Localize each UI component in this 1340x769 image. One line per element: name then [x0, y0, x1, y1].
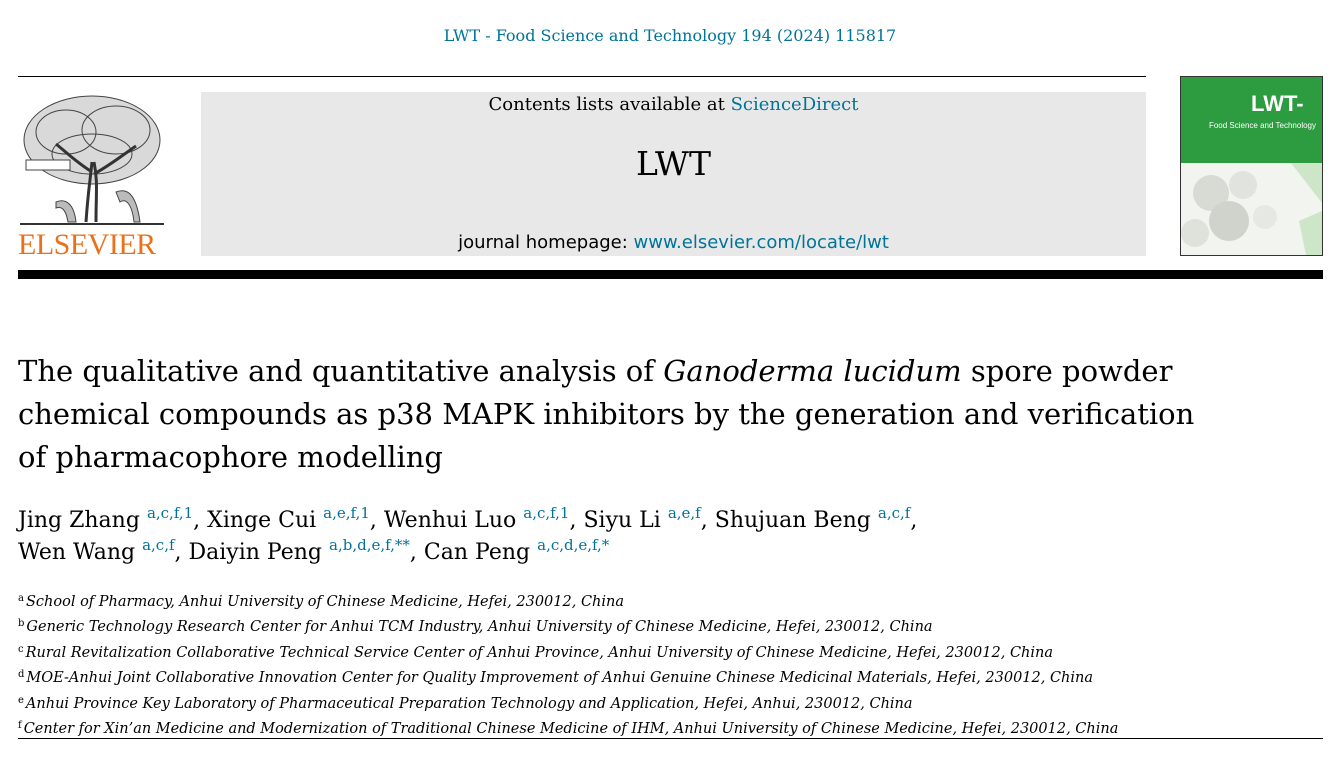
cover-subtitle: Food Science and Technology	[1208, 121, 1316, 130]
journal-citation[interactable]	[0, 26, 1340, 45]
author-name: Wenhui Luo	[383, 508, 517, 533]
title-part-2: spore powder chemical compounds as p38 MAPK inhibitors by the generation and verification of pharmacophore modelling	[18, 354, 1195, 474]
article-title	[18, 350, 1218, 479]
author-item	[18, 536, 189, 565]
author-separator: ,	[409, 540, 424, 565]
homepage-line	[201, 232, 1146, 253]
author-separator: ,	[193, 508, 208, 533]
affiliation-label: a	[18, 593, 24, 604]
journal-name: LWT	[636, 144, 711, 183]
author-separator: ,	[174, 540, 189, 565]
affiliation-text: Center for Xin’an Medicine and Modernization of Traditional Chinese Medicine of IHM, Anhui University of Chinese Medicine, Hefei, 230012, China	[23, 721, 1119, 738]
author-affiliation-link[interactable]: a,b,d,e,f,**	[329, 536, 410, 554]
cover-image	[1181, 163, 1322, 255]
author-name: Shujuan Beng	[714, 508, 871, 533]
author-affiliation-link[interactable]: a,c,d,e,f,*	[537, 536, 610, 554]
cover-band	[1181, 77, 1322, 163]
author-item	[423, 536, 610, 565]
author-item	[714, 504, 918, 533]
header-divider	[18, 76, 1146, 77]
affiliation-label: d	[18, 669, 25, 681]
author-affiliation-link[interactable]: a,e,f	[667, 504, 701, 522]
author-affiliation-link[interactable]: a,c,f,1	[146, 504, 194, 522]
affiliation-text: MOE-Anhui Joint Collaborative Innovation Center for Quality Improvement of Anhui Genuine Chinese Medicinal Materials, Hefei, 230012, China	[26, 670, 1094, 687]
author-affiliation-link[interactable]: a,e,f,1	[323, 504, 370, 522]
author-name: Xinge Cui	[207, 508, 317, 533]
author-item	[207, 504, 384, 533]
sciencedirect-link[interactable]: ScienceDirect	[730, 94, 859, 115]
affiliation-label: b	[18, 618, 25, 630]
homepage-prefix: journal homepage:	[458, 232, 634, 253]
cover-title: LWT-	[1251, 91, 1304, 116]
affiliation-text: School of Pharmacy, Anhui University of Chinese Medicine, Hefei, 230012, China	[25, 594, 625, 610]
affiliation-item	[18, 664, 1318, 689]
author-affiliation-link[interactable]: a,c,f	[142, 536, 175, 554]
affiliation-label: f	[18, 720, 22, 732]
journal-cover-thumbnail[interactable]	[1180, 76, 1323, 256]
title-part-1: The qualitative and quantitative analysis of	[18, 354, 664, 388]
author-item	[18, 504, 208, 533]
author-separator: ,	[700, 508, 715, 533]
affiliation-text: Anhui Province Key Laboratory of Pharmaceutical Preparation Technology and Application, Hefei, Anhui, 230012, China	[25, 695, 913, 712]
title-species: Ganoderma lucidum	[663, 354, 962, 388]
citation-text: LWT - Food Science and Technology 194 (2024) 115817	[443, 26, 897, 45]
affiliation-item	[18, 639, 1318, 664]
author-separator: ,	[569, 508, 584, 533]
affiliation-label: c	[18, 643, 24, 655]
author-list	[18, 505, 1318, 569]
author-name: Can Peng	[423, 540, 531, 565]
contents-line	[201, 94, 1146, 115]
contents-prefix: Contents lists available at	[488, 94, 731, 115]
affiliations-divider	[18, 738, 1323, 739]
author-affiliation-link[interactable]: a,c,f,1	[523, 504, 570, 522]
affiliation-item	[18, 715, 1318, 740]
homepage-link[interactable]: www.elsevier.com/locate/lwt	[633, 232, 889, 253]
author-separator: ,	[910, 508, 918, 533]
affiliation-text: Rural Revitalization Collaborative Technical Service Center of Anhui Province, Anhui University of Chinese Medicine, Hefei, 230012, China	[25, 644, 1053, 661]
author-name: Siyu Li	[583, 508, 661, 533]
author-separator: ,	[369, 508, 384, 533]
author-name: Wen Wang	[18, 540, 136, 565]
masthead-bottom-rule	[18, 270, 1323, 279]
author-name: Jing Zhang	[18, 508, 140, 533]
author-item	[583, 504, 715, 533]
journal-masthead	[201, 92, 1146, 256]
elsevier-wordmark: ELSEVIER	[18, 228, 156, 261]
author-item	[188, 536, 424, 565]
affiliation-item	[18, 690, 1318, 715]
affiliation-text: Generic Technology Research Center for Anhui TCM Industry, Anhui University of Chinese Medicine, Hefei, 230012, China	[26, 619, 933, 636]
author-item	[383, 504, 584, 533]
author-name: Daiyin Peng	[188, 540, 323, 565]
affiliation-list	[18, 588, 1318, 740]
affiliation-item	[18, 588, 1318, 613]
affiliation-item	[18, 613, 1318, 638]
affiliation-label: e	[18, 694, 24, 706]
author-affiliation-link[interactable]: a,c,f	[877, 504, 911, 522]
